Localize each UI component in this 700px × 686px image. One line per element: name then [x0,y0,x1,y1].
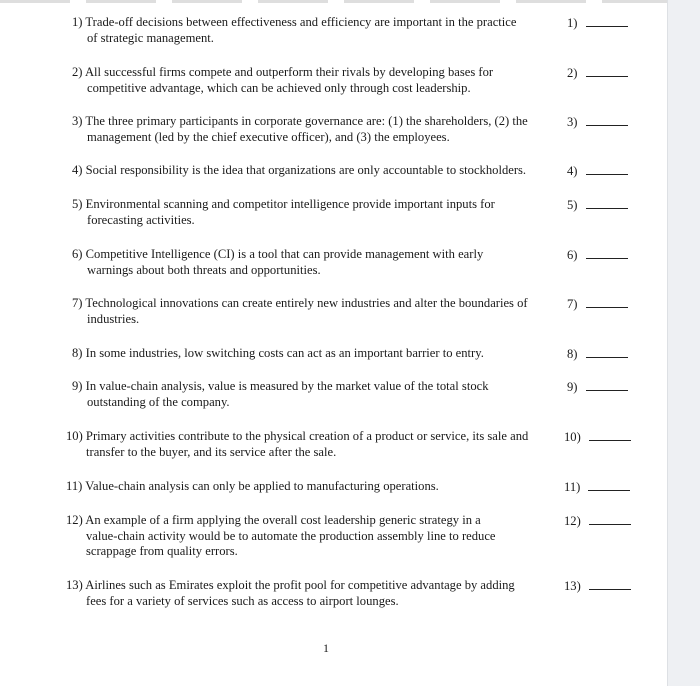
answer-number: 1) [567,16,578,30]
question-text-continued: fees for a variety of services such as access to airport lounges. [86,593,399,608]
answer-line[interactable] [586,379,628,391]
question-8 [72,346,557,362]
question-text-continued: transfer to the buyer, and its service after the sale. [86,444,337,459]
question-text-line: 10) Primary activities contribute to the physical creation of a product or service, its sale and [66,429,529,443]
question-11 [66,479,557,495]
question-text-line: 3) The three primary participants in corporate governance are: (1) the shareholders, (2) the [72,114,528,128]
question-2 [72,65,557,96]
question-text-line: 1) Trade-off decisions between effectiveness and efficiency are important in the practice [72,15,517,29]
answer-line[interactable] [589,513,631,525]
question-text-line: 7) Technological innovations can create entirely new industries and alter the boundaries of [72,296,528,310]
answer-line[interactable] [589,429,631,441]
answer-line[interactable] [586,163,628,175]
answer-blank-4[interactable] [567,163,628,180]
question-10 [66,429,557,460]
answer-blank-2[interactable] [567,65,628,82]
answer-line[interactable] [586,65,628,77]
question-text-line: 8) In some industries, low switching costs can act as an important barrier to entry. [72,346,484,360]
answer-blank-10[interactable] [564,429,631,446]
answer-line[interactable] [586,247,628,259]
question-text-continued: outstanding of the company. [87,394,230,409]
answer-number: 5) [567,198,578,212]
answer-number: 2) [567,66,578,80]
question-text-continued: of strategic management. [87,30,214,45]
viewer-side-gutter [667,0,700,686]
top-rule [0,0,668,3]
question-9 [72,379,557,410]
answer-number: 9) [567,380,578,394]
answer-blank-7[interactable] [567,296,628,313]
answer-number: 6) [567,248,578,262]
page-number: 1 [323,641,329,655]
question-13 [66,578,557,609]
question-7 [72,296,557,327]
question-text-continued: forecasting activities. [87,212,195,227]
answer-number: 13) [564,579,581,593]
question-text-continued: warnings about both threats and opportunities. [87,262,321,277]
question-text-line: 11) Value-chain analysis can only be applied to manufacturing operations. [66,479,439,493]
question-text-line: 9) In value-chain analysis, value is measured by the market value of the total stock [72,379,489,393]
question-text-continued: competitive advantage, which can be achieved only through cost leadership. [87,80,471,95]
answer-line[interactable] [586,197,628,209]
answer-blank-9[interactable] [567,379,628,396]
answer-blank-13[interactable] [564,578,631,595]
answer-line[interactable] [586,15,628,27]
answer-line[interactable] [589,578,631,590]
answer-number: 3) [567,115,578,129]
answer-blank-11[interactable] [564,479,630,496]
question-text-line: 5) Environmental scanning and competitor intelligence provide important inputs for [72,197,495,211]
answer-number: 12) [564,514,581,528]
answer-blank-3[interactable] [567,114,628,131]
answer-line[interactable] [586,114,628,126]
answer-number: 7) [567,297,578,311]
answer-number: 8) [567,347,578,361]
question-12 [66,513,536,560]
question-5 [72,197,557,228]
answer-line[interactable] [586,346,628,358]
question-1 [72,15,557,46]
answer-blank-5[interactable] [567,197,628,214]
question-text-line: 2) All successful firms compete and outperform their rivals by developing bases for [72,65,494,79]
question-text-line: 4) Social responsibility is the idea that organizations are only accountable to stockholders. [72,163,527,177]
answer-number: 11) [564,480,581,494]
question-6 [72,247,557,278]
answer-blank-8[interactable] [567,346,628,363]
question-text-continued: management (led by the chief executive officer), and (3) the employees. [87,129,450,144]
answer-number: 4) [567,164,578,178]
answer-line[interactable] [586,296,628,308]
answer-blank-6[interactable] [567,247,628,264]
answer-line[interactable] [588,479,630,491]
question-text-line: 6) Competitive Intelligence (CI) is a tool that can provide management with early [72,247,484,261]
answer-number: 10) [564,430,581,444]
question-text-line: 12) An example of a firm applying the overall cost leadership generic strategy in a [66,513,481,527]
question-4 [72,163,557,179]
question-text-line: 13) Airlines such as Emirates exploit the profit pool for competitive advantage by adding [66,578,515,592]
question-text-continued: industries. [87,311,140,326]
answer-blank-12[interactable] [564,513,631,530]
question-text-continued: value-chain activity would be to automate the production assembly line to reduce scrappage from quality errors. [86,528,496,558]
answer-blank-1[interactable] [567,15,628,32]
question-3 [72,114,557,145]
